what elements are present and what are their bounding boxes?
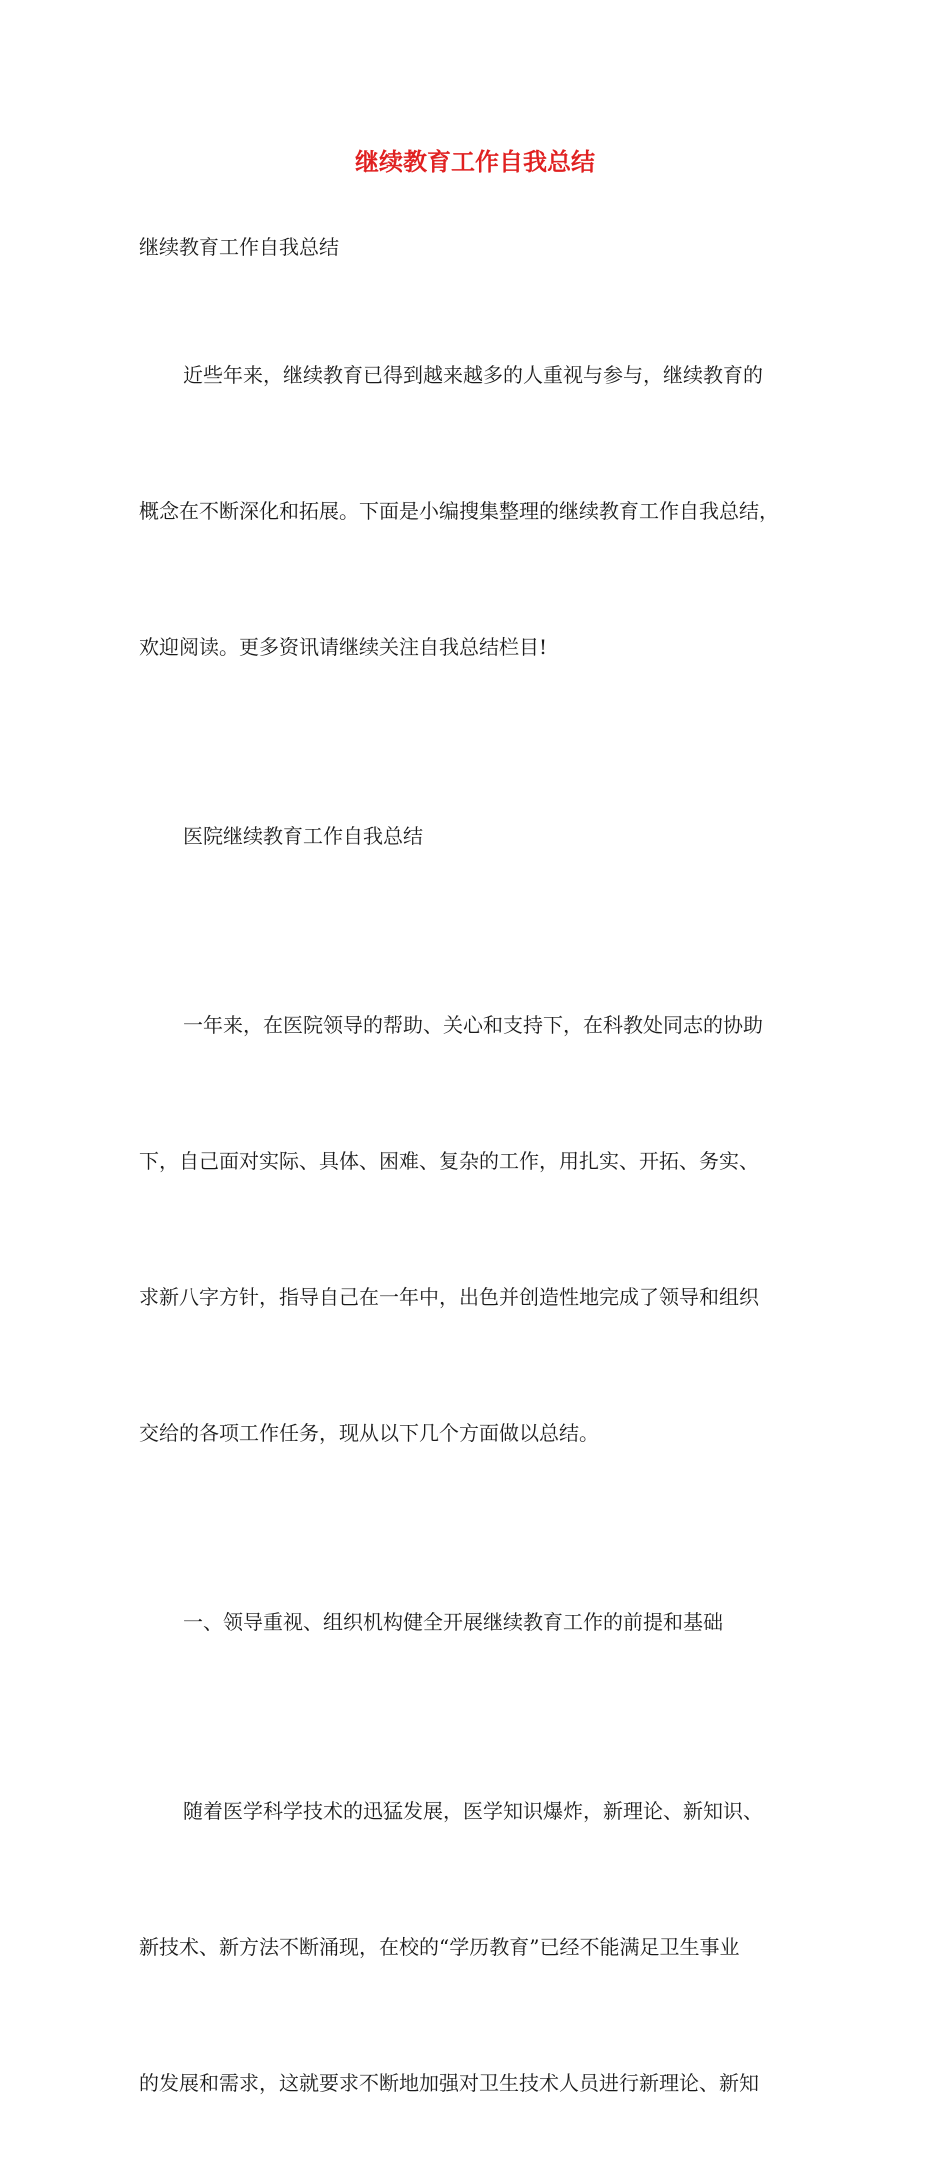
document-title: 继续教育工作自我总结	[355, 148, 595, 176]
paragraph-line: 下，自己面对实际、具体、困难、复杂的工作，用扎实、开拓、务实、	[139, 1149, 759, 1173]
paragraph-intro	[139, 290, 819, 732]
paragraph-line: 交给的各项工作任务，现从以下几个方面做以总结。	[139, 1421, 599, 1445]
paragraph-line: 一、领导重视、组织机构健全开展继续教育工作的前提和基础	[183, 1610, 723, 1634]
paragraph-line: 新技术、新方法不断涌现，在校的“学历教育”已经不能满足卫生事业	[139, 1935, 740, 1959]
document-body	[139, 290, 819, 2168]
section-heading-hospital	[139, 751, 819, 921]
paragraph-line: 的发展和需求，这就要求不断地加强对卫生技术人员进行新理论、新知	[139, 2071, 759, 2095]
paragraph-line: 欢迎阅读。更多资讯请继续关注自我总结栏目!	[139, 635, 548, 659]
paragraph-line: 医院继续教育工作自我总结	[183, 824, 423, 848]
paragraph-summary	[139, 940, 819, 1518]
paragraph-development	[139, 1726, 819, 2168]
paragraph-line: 一年来，在医院领导的帮助、关心和支持下，在科教处同志的协助	[183, 1013, 763, 1037]
section-heading-one	[139, 1537, 819, 1707]
paragraph-line: 随着医学科学技术的迅猛发展，医学知识爆炸，新理论、新知识、	[183, 1799, 763, 1823]
paragraph-line: 求新八字方针，指导自己在一年中，出色并创造性地完成了领导和组织	[139, 1285, 759, 1309]
document-subtitle: 继续教育工作自我总结	[139, 235, 339, 259]
paragraph-line: 概念在不断深化和拓展。下面是小编搜集整理的继续教育工作自我总结，	[139, 499, 779, 523]
paragraph-line: 近些年来，继续教育已得到越来越多的人重视与参与，继续教育的	[183, 363, 763, 387]
